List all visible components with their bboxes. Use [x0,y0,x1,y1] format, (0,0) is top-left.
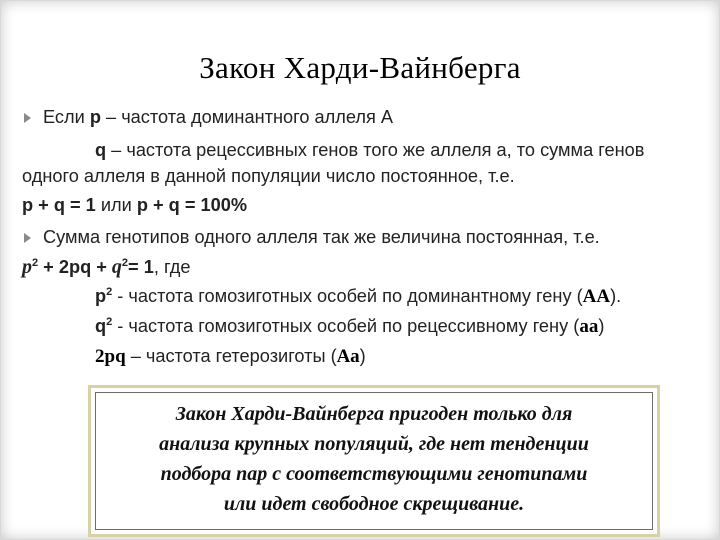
body-line-6 [22,256,191,279]
note-line: подбора пар с соответствующими генотипами [160,463,588,485]
symbol-p: p [22,256,32,278]
genotype-aa: аа [579,316,599,337]
symbol-p: p [89,107,101,127]
text-fragment: Если [43,107,90,127]
exponent: 2 [106,316,113,328]
formula-fragment: + 2pq + [38,257,112,277]
body-line-8 [95,316,604,338]
formula-2pq: 2pq [95,346,126,367]
formula-sum-one: p + q = 1 [22,195,96,215]
text-fragment: , где [153,257,191,277]
note-line: Закон Харди-Вайнберга пригоден только для [175,403,573,425]
formula-fragment: = 1 [128,257,154,277]
text-fragment: – частота доминантного аллеля А [100,107,394,127]
symbol-q: q [95,316,107,336]
text-fragment: - частота гомозиготных особей по рецессивному гену ( [112,316,580,336]
body-line-4 [22,195,247,216]
body-line-2 [95,140,644,161]
exponent: 2 [106,286,113,298]
exponent: 2 [32,257,39,269]
body-line-9 [95,346,366,368]
slide-title: Закон Харди-Вайнберга [199,50,521,85]
body-line-5: Сумма генотипов одного аллеля так же величина постоянная, т.е. [43,227,600,247]
note-text [91,399,657,519]
text-fragment: ) [598,316,605,336]
bullet-arrow-icon [24,113,31,123]
text-fragment: ) [359,346,366,366]
genotype-Aa: Аа [336,346,360,367]
formula-sum-percent: p + q = 100% [136,195,248,215]
body-line-7 [95,286,621,308]
note-line: анализа крупных популяций, где нет тенденции [159,433,589,455]
symbol-q: q [95,140,107,160]
text-fragment: или [95,195,137,215]
text-fragment: - частота гомозиготных особей по доминантному гену ( [112,286,583,306]
symbol-q: q [111,256,122,278]
note-line: или идет свободное скрещивание. [223,493,525,515]
note-box [88,385,660,537]
text-fragment: – частота рецессивных генов того же аллеля а, то сумма генов [106,140,645,160]
body-line-3: одного аллеля в данной популяции число постоянное, т.е. [22,166,515,186]
symbol-p: p [95,286,107,306]
text-fragment: – частота гетерозиготы ( [125,346,337,366]
genotype-AA: АА [582,286,611,307]
body-line-1 [43,107,393,128]
text-fragment: ). [610,286,622,306]
exponent: 2 [121,257,129,269]
bullet-arrow-icon [24,233,31,243]
